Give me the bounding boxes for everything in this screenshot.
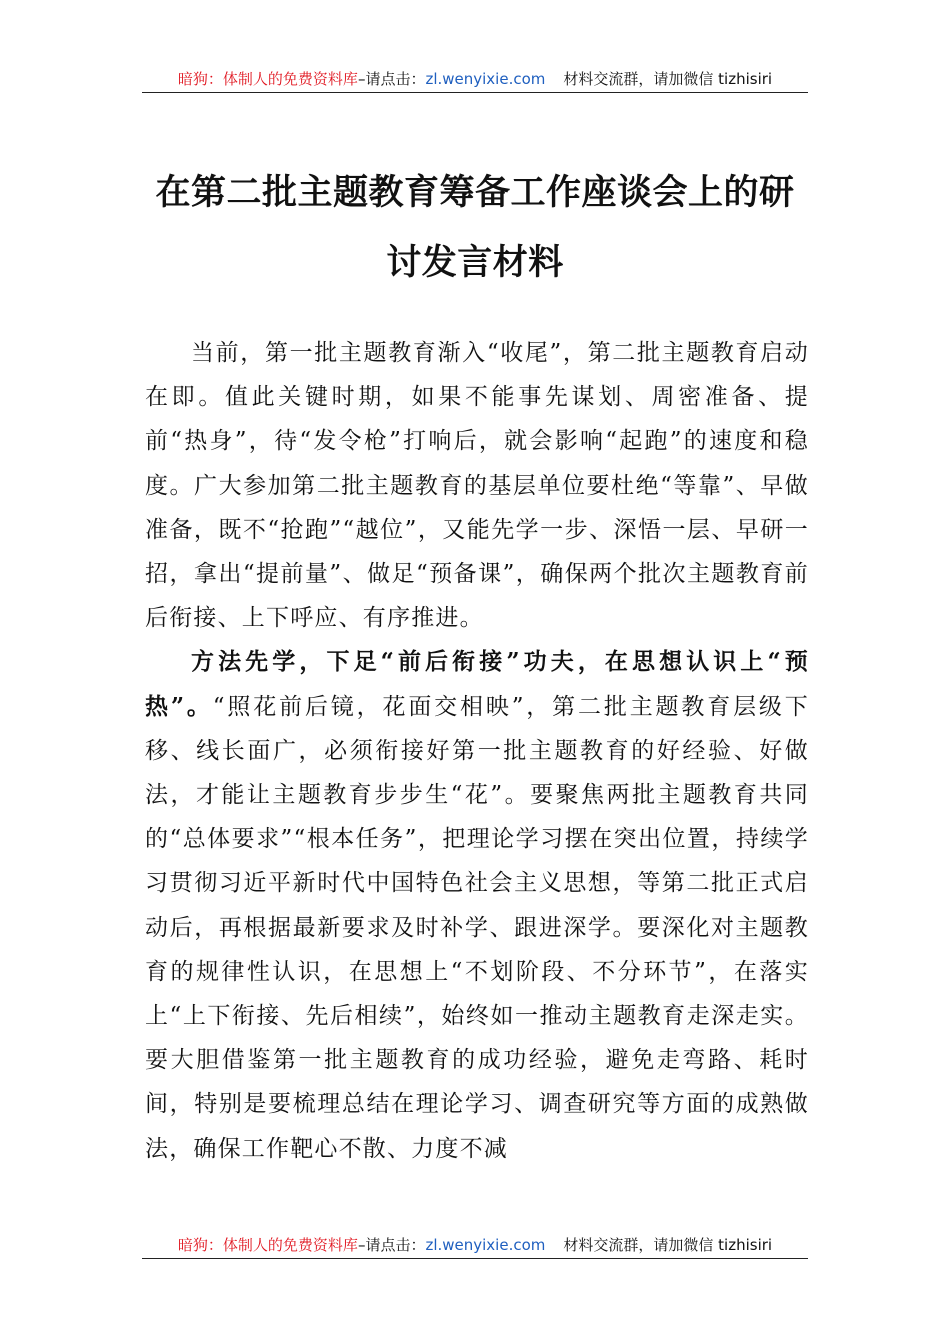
- document-body: [145, 331, 809, 1171]
- paragraph-intro: 当前，第一批主题教育渐入“收尾”，第二批主题教育启动在即。值此关键时期，如果不能事先谋划、周密准备、提前“热身”，待“发令枪”打响后，就会影响“起跑”的速度和稳度。广大参加第二批主题教育的基层单位要杜绝“等靠”、早做准备，既不“抢跑”“越位”，又能先学一步、深悟一层、早研一招，拿出“提前量”、做足“预备课”，确保两个批次主题教育前后衔接、上下呼应、有序推进。: [145, 340, 809, 632]
- paragraph-section-1: [145, 640, 809, 1170]
- footer-url-link[interactable]: zl.wenyixie.com: [425, 1236, 546, 1254]
- document-title: [142, 158, 808, 298]
- header-banner: [142, 66, 808, 93]
- footer-brand: 暗狗：体制人的免费资料库: [177, 1236, 358, 1254]
- title-line-2: 讨发言材料: [386, 242, 564, 283]
- title-line-1: 在第二批主题教育筹备工作座谈会上的研: [155, 172, 795, 213]
- header-url-link[interactable]: zl.wenyixie.com: [425, 70, 546, 88]
- header-brand: 暗狗：体制人的免费资料库: [177, 70, 358, 88]
- footer-contact: 材料交流群，请加微信 tizhisiri: [563, 1236, 773, 1254]
- footer-click-label: –请点击：: [357, 1236, 426, 1254]
- section-1-heading: 方法先学，下足“前后衔接”功夫，在思想认识上“预热”。: [145, 648, 809, 720]
- section-1-text: “照花前后镜，花面交相映”，第二批主题教育层级下移、线长面广，必须衔接好第一批主题教育的好经验、好做法，才能让主题教育步步生“花”。要聚焦两批主题教育共同的“总体要求”“根本任务”，把理论学习摆在突出位置，持续学习贯彻习近平新时代中国特色社会主义思想，等第二批正式启动后，再根据最新要求及时补学、跟进深学。要深化对主题教育的规律性认识，在思想上“不划阶段、不分环节”，在落实上“上下衔接、先后相续”，始终如一推动主题教育走深走实。要大胆借鉴第一批主题教育的成功经验，避免走弯路、耗时间，特别是要梳理总结在理论学习、调查研究等方面的成熟做法，确保工作靶心不散、力度不减: [145, 693, 809, 1162]
- header-contact: 材料交流群，请加微信 tizhisiri: [563, 70, 773, 88]
- header-click-label: –请点击：: [357, 70, 426, 88]
- footer-banner: [142, 1232, 808, 1259]
